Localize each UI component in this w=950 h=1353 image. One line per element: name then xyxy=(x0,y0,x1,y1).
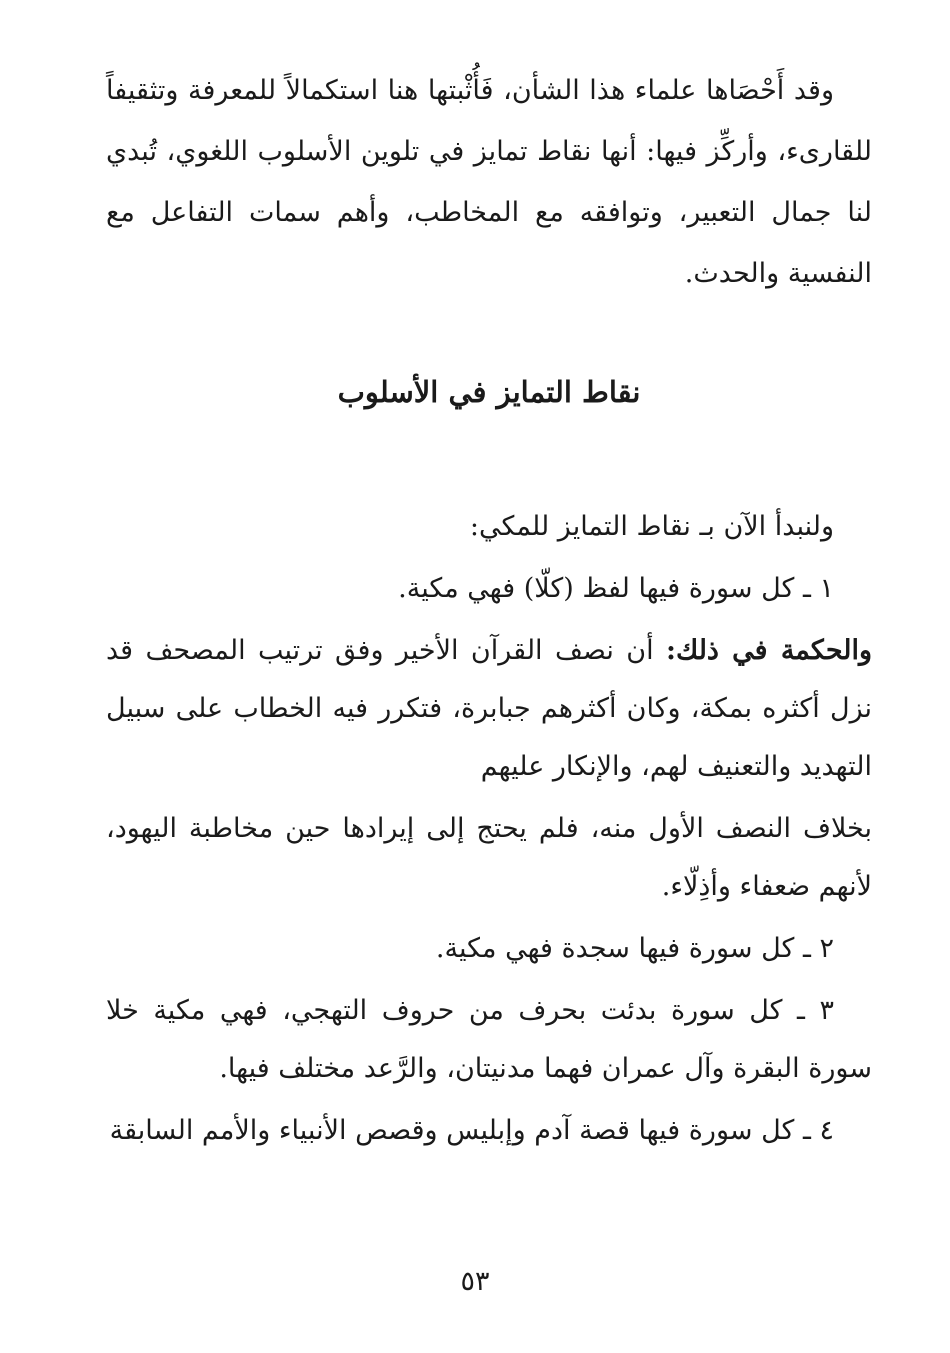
section-heading: نقاط التمايز في الأسلوب xyxy=(337,375,641,409)
section-content xyxy=(106,498,872,1160)
point-3: ٣ ـ كل سورة بدئت بحرف من حروف التهجي، فهي مكية خلا سورة البقرة وآل عمران فهما مدنيتان، والرَّعد مختلف فيها. xyxy=(106,995,872,1084)
point-2: ٢ ـ كل سورة فيها سجدة فهي مكية. xyxy=(435,933,834,964)
contrast-paragraph: بخلاف النصف الأول منه، فلم يحتج إلى إيرادها حين مخاطبة اليهود، لأنهم ضعفاء وأذِلّاء. xyxy=(106,813,872,902)
wisdom-label: والحكمة في ذلك: xyxy=(665,635,873,666)
point-1: ١ ـ كل سورة فيها لفظ (كلّا) فهي مكية. xyxy=(398,573,834,604)
point-4: ٤ ـ كل سورة فيها قصة آدم وإبليس وقصص الأنبياء والأمم السابقة xyxy=(109,1115,834,1146)
wisdom-paragraph xyxy=(106,622,872,796)
lead-in-line: ولنبدأ الآن بـ نقاط التمايز للمكي: xyxy=(469,511,834,542)
intro-paragraph: وقد أَحْصَاها علماء هذا الشأن، فَأُثْبتها هنا استكمالاً للمعرفة وتثقيفاً للقارىء، وأركِّز فيها: أنها نقاط تمايز في تلوين الأسلوب اللغوي، تُبدي لنا جمال التعبير، وتوافقه مع المخاطب، وأهم سمات التفاعل مع النفسية والحدث. xyxy=(106,75,872,289)
page-number: ٥٣ xyxy=(460,1266,490,1297)
wisdom-text: أن نصف القرآن الأخير وفق ترتيب المصحف قد نزل أكثره بمكة، وكان أكثرهم جبابرة، فتكرر فيه الخطاب على سبيل التهديد والتعنيف لهم، والإنكار عليهم xyxy=(106,635,872,782)
